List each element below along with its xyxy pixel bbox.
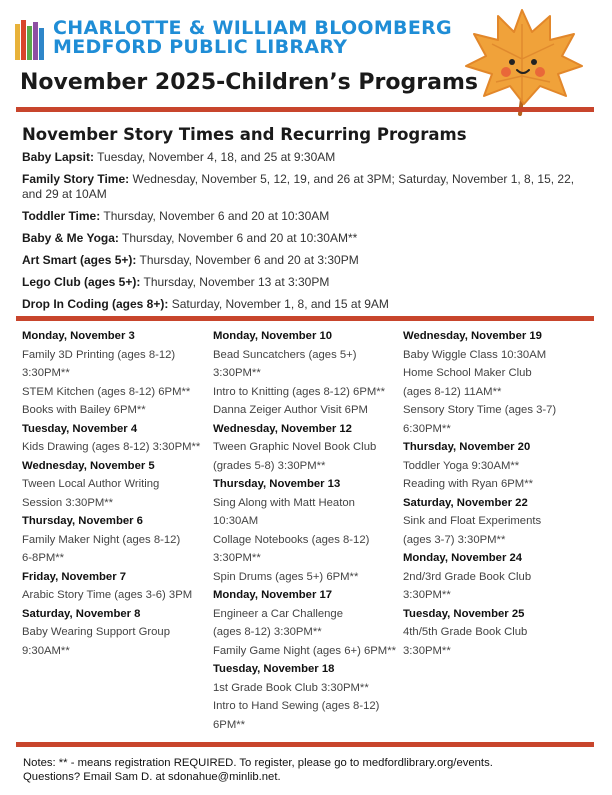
recurring-item-detail: Thursday, November 6 and 20 at 3:30PM — [139, 253, 359, 267]
day-heading: Wednesday, November 12 — [213, 422, 352, 435]
event-line: Family Maker Night (ages 8-12) — [22, 533, 181, 546]
recurring-heading: November Story Times and Recurring Programs — [22, 125, 467, 144]
recurring-item — [22, 172, 582, 202]
event-line: Books with Bailey 6PM** — [22, 404, 146, 416]
day-heading: Tuesday, November 18 — [213, 663, 335, 675]
event-line: Engineer a Car Challenge — [213, 607, 343, 620]
event-line: 2nd/3rd Grade Book Club — [403, 570, 532, 583]
recurring-item — [22, 231, 582, 246]
recurring-item-name: Baby Lapsit: — [22, 150, 95, 164]
event-line: 3:30PM** — [403, 644, 451, 657]
event-line: (grades 5-8) 3:30PM** — [213, 459, 326, 472]
event-line: Home School Maker Club — [403, 367, 532, 379]
event-line: 3:30PM** — [213, 552, 261, 564]
recurring-item-detail: Thursday, November 6 and 20 at 10:30AM** — [122, 231, 358, 245]
event-line: Family Game Night (ages 6+) 6PM** — [213, 644, 397, 657]
event-line: 3:30PM** — [213, 367, 261, 379]
event-line: Baby Wiggle Class 10:30AM — [403, 348, 547, 361]
event-line: Sensory Story Time (ages 3-7) — [403, 404, 557, 416]
event-line: Intro to Hand Sewing (ages 8-12) — [213, 700, 380, 712]
day-heading: Friday, November 7 — [22, 570, 127, 583]
event-line: Family 3D Printing (ages 8-12) — [22, 348, 176, 361]
recurring-item — [22, 297, 582, 312]
schedule-column-1 — [22, 327, 207, 660]
event-line: 6:30PM** — [403, 422, 451, 435]
event-line: Bead Suncatchers (ages 5+) — [213, 348, 357, 361]
event-line: (ages 3-7) 3:30PM** — [403, 533, 506, 546]
day-heading: Wednesday, November 5 — [22, 459, 155, 472]
smiling-leaf-icon — [462, 4, 584, 116]
event-line: 6PM** — [213, 718, 246, 731]
recurring-item-detail: Tuesday, November 4, 18, and 25 at 9:30AM — [97, 150, 336, 164]
day-heading: Thursday, November 20 — [403, 441, 531, 453]
day-heading: Wednesday, November 19 — [403, 330, 542, 342]
recurring-item-name: Drop In Coding (ages 8+): — [22, 297, 169, 311]
event-line: 4th/5th Grade Book Club — [403, 626, 528, 638]
event-line: Danna Zeiger Author Visit 6PM — [213, 404, 368, 416]
recurring-item — [22, 209, 582, 224]
day-heading: Tuesday, November 25 — [403, 607, 525, 620]
event-line: (ages 8-12) 3:30PM** — [213, 626, 322, 638]
divider-bottom — [16, 742, 594, 747]
day-heading: Thursday, November 6 — [22, 515, 143, 527]
event-line: Sing Along with Matt Heaton — [213, 496, 355, 509]
event-line: Toddler Yoga 9:30AM** — [403, 459, 520, 472]
notes-line2: Questions? Email Sam D. at sdonahue@minlib.net. — [23, 771, 281, 783]
divider-top — [16, 107, 594, 112]
recurring-item-detail: Thursday, November 13 at 3:30PM — [143, 275, 330, 289]
library-name-line1: CHARLOTTE & WILLIAM BLOOMBERG — [53, 17, 452, 39]
event-line: Reading with Ryan 6PM** — [403, 478, 533, 490]
recurring-item-name: Family Story Time: — [22, 172, 130, 186]
recurring-list — [22, 150, 582, 319]
day-heading: Monday, November 3 — [22, 330, 135, 342]
event-line: Tween Graphic Novel Book Club — [213, 441, 377, 453]
library-name — [53, 19, 452, 57]
day-heading: Monday, November 24 — [403, 552, 523, 564]
day-heading: Saturday, November 22 — [403, 496, 528, 509]
event-line: Session 3:30PM** — [22, 496, 114, 509]
event-line: Tween Local Author Writing — [22, 478, 160, 490]
recurring-item — [22, 150, 582, 165]
event-line: 3:30PM** — [22, 367, 70, 379]
schedule-column-2 — [213, 327, 401, 734]
event-line: 1st Grade Book Club 3:30PM** — [213, 681, 369, 694]
event-line: (ages 8-12) 11AM** — [403, 385, 502, 398]
recurring-item — [22, 275, 582, 290]
event-line: 6-8PM** — [22, 552, 65, 564]
library-name-line2: MEDFORD PUBLIC LIBRARY — [53, 36, 348, 58]
event-line: 3:30PM** — [403, 589, 451, 601]
day-heading: Monday, November 10 — [213, 330, 333, 342]
event-line: Kids Drawing (ages 8-12) 3:30PM** — [22, 441, 201, 453]
recurring-item-name: Art Smart (ages 5+): — [22, 253, 137, 267]
event-line: 9:30AM** — [22, 644, 70, 657]
event-line: Spin Drums (ages 5+) 6PM** — [213, 570, 359, 583]
day-heading: Saturday, November 8 — [22, 607, 141, 620]
recurring-item-name: Toddler Time: — [22, 209, 101, 223]
day-heading: Monday, November 17 — [213, 589, 333, 601]
day-heading: Tuesday, November 4 — [22, 422, 138, 435]
event-line: Baby Wearing Support Group — [22, 626, 170, 638]
recurring-item-detail: Wednesday, November 5, 12, 19, and 26 at 3PM; Saturday, November 1, 8, 15, 22, and 29 at 10AM — [22, 172, 575, 201]
notes — [23, 756, 593, 784]
event-line: Sink and Float Experiments — [403, 515, 542, 527]
event-line: STEM Kitchen (ages 8-12) 6PM** — [22, 385, 191, 398]
recurring-item-detail: Saturday, November 1, 8, and 15 at 9AM — [171, 297, 389, 311]
event-line: Collage Notebooks (ages 8-12) — [213, 533, 370, 546]
recurring-item-name: Baby & Me Yoga: — [22, 231, 119, 245]
event-line: Arabic Story Time (ages 3-6) 3PM — [22, 589, 193, 601]
notes-line1: Notes: ** - means registration REQUIRED. To register, please go to medfordlibrary.org/events. — [23, 757, 493, 769]
recurring-item — [22, 253, 582, 268]
event-line: Intro to Knitting (ages 8-12) 6PM** — [213, 385, 386, 398]
books-icon — [15, 20, 45, 60]
recurring-item-detail: Thursday, November 6 and 20 at 10:30AM — [103, 209, 330, 223]
schedule-column-3 — [403, 327, 593, 660]
page-title: November 2025-Children’s Programs — [20, 70, 478, 95]
recurring-item-name: Lego Club (ages 5+): — [22, 275, 141, 289]
divider-middle — [16, 316, 594, 321]
event-line: 10:30AM — [213, 515, 259, 527]
day-heading: Thursday, November 13 — [213, 478, 341, 490]
